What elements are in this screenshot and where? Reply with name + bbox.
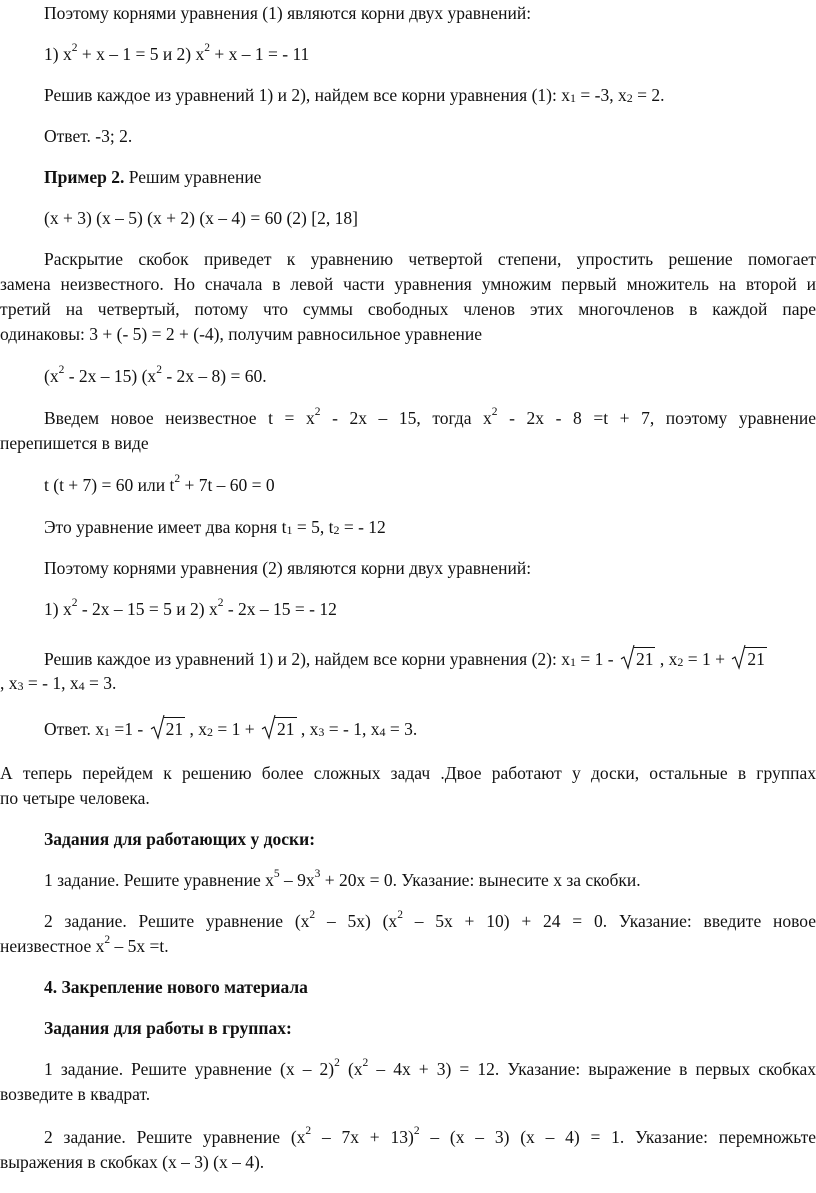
paragraph-line: замена неизвестного. Но сначала в левой части уравнения умножим первый множитель на второй и (0, 274, 816, 294)
task-line: 1 задание. Решите уравнение $x^5 - 9x^3 + 20x = 0$. Указание: вынесите x за скобки. (44, 868, 641, 890)
text-line: Это уравнение имеет два корня t1 = 5, t2 = - 12 (44, 517, 386, 537)
paragraph-line: Введем новое неизвестное $t = x^2 - 2x - 15$, тогда $x^2 - 2x - 8 =t + 7$, поэтому уравнение (44, 406, 816, 428)
section-heading: Задания для работы в группах: (44, 1018, 292, 1038)
paragraph-line: перепишется в виде (0, 433, 149, 453)
paragraph-line: А теперь перейдем к решению более сложных задач .Двое работают у доски, остальные в группах (0, 763, 816, 783)
square-root: 21 (261, 717, 297, 740)
section-heading: Задания для работающих у доски: (44, 829, 316, 849)
paragraph-line: одинаковы: 3 + (- 5) = 2 + (-4), получим равносильное уравнение (0, 324, 483, 344)
paragraph-line: Раскрытие скобок приведет к уравнению четвертой степени, упростить решение помогает (44, 249, 816, 269)
task-line: 1 задание. Решите уравнение (x – 2)$^2$ $(x^2 - 4x + 3) = 12$. Указание: выражение в первых скобках (44, 1057, 816, 1079)
section-heading: 4. Закрепление нового материала (44, 977, 308, 997)
task-line: 2 задание. Решите уравнение $(x^2 - 5x)$ $(x^2 - 5x + 10) + 24 = 0$. Указание: введите новое (44, 909, 816, 931)
paragraph-line: третий на четвертый, потому что суммы свободных членов этих многочленов в каждой паре (0, 299, 816, 319)
paragraph-line: по четыре человека. (0, 788, 150, 808)
task-line: 2 задание. Решите уравнение $(x^2 - 7x + 13)^2 - (x - 3)$ (x – 4) = 1. Указание: перемножьте (44, 1125, 816, 1147)
text-line: Поэтому корнями уравнения (1) являются корни двух уравнений: (44, 3, 532, 23)
task-line: неизвестное $x^2 - 5x =t$. (0, 934, 169, 956)
answer-line: Ответ. -3; 2. (44, 126, 133, 146)
equation-line: $(x^2 - 2x - 15)$ $(x^2 - 2x - 8) = 60$. (44, 364, 267, 386)
square-root: 21 (731, 647, 767, 670)
text-line: Решив каждое из уравнений 1) и 2), найдем все корни уравнения (2): x1 = 1 - 21 , x2 = 1 + 21 (44, 647, 767, 672)
answer-line: Ответ. x1 =1 - 21 , x2 = 1 + 21 , x3 = - 1, x4 = 3. (44, 717, 417, 742)
example-heading: Пример 2. Решим уравнение (44, 167, 262, 187)
text-line: Решив каждое из уравнений 1) и 2), найдем все корни уравнения (1): x1 = -3, x2 = 2. (44, 85, 665, 105)
task-line: выражения в скобках (x – 3) (x – 4). (0, 1152, 265, 1172)
equations-line: 1) $x^2 - 2x - 15 = 5$ и 2) $x^2 - 2x - 15$ = - 12 (44, 597, 337, 619)
text-line: Поэтому корнями уравнения (2) являются корни двух уравнений: (44, 558, 532, 578)
equation-line: t (t + 7) = 60 или $t^2 + 7t - 60 = 0$ (44, 473, 275, 495)
text-line: , x3 = - 1, x4 = 3. (0, 673, 117, 693)
square-root: 21 (150, 717, 186, 740)
equations-line: 1) $x^2 + x - 1 = 5$ и 2) $x^2 + x - 1$ = - 11 (44, 42, 310, 64)
task-line: возведите в квадрат. (0, 1084, 151, 1104)
square-root: 21 (620, 647, 656, 670)
equation-line: (x + 3) (x – 5) (x + 2) (x – 4) = 60 (2) [2, 18] (44, 208, 358, 228)
